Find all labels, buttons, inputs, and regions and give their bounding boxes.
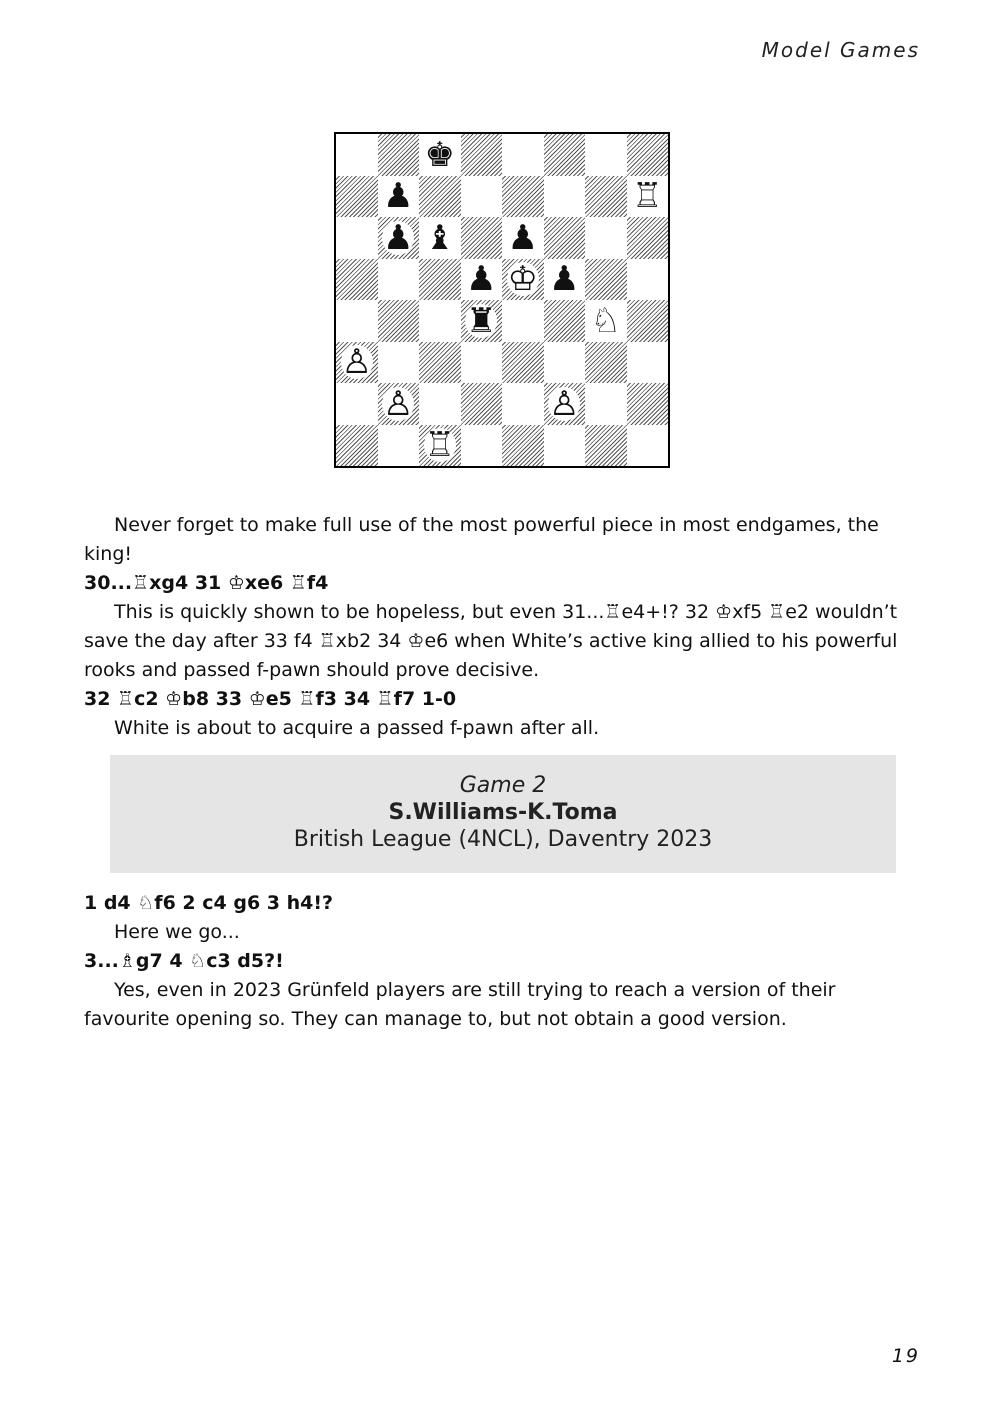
- move-line: 30...♖xg4 31 ♔xe6 ♖f4: [84, 572, 329, 594]
- square-a5: [336, 259, 378, 301]
- running-header: Model Games: [761, 38, 920, 62]
- square-f8: [544, 134, 586, 176]
- page-number: 19: [891, 1345, 920, 1367]
- game-heading-box: [110, 755, 896, 873]
- chess-piece: ♟: [383, 217, 414, 258]
- annotation-block-2: [84, 889, 920, 1034]
- square-c1: [419, 425, 461, 467]
- square-c4: [419, 300, 461, 342]
- chess-piece: ♔: [507, 259, 538, 300]
- square-f3: [544, 342, 586, 384]
- square-b3: [378, 342, 420, 384]
- square-e1: [502, 425, 544, 467]
- square-d3: [461, 342, 503, 384]
- square-h5: [627, 259, 669, 301]
- chess-piece: ♟: [549, 259, 580, 300]
- square-f7: [544, 176, 586, 218]
- square-d6: [461, 217, 503, 259]
- square-b6: [378, 217, 420, 259]
- chess-piece: ♜: [466, 300, 497, 341]
- game-label: Game 2: [459, 773, 547, 798]
- square-g1: [585, 425, 627, 467]
- square-e7: [502, 176, 544, 218]
- square-b2: [378, 383, 420, 425]
- square-c6: [419, 217, 461, 259]
- square-g6: [585, 217, 627, 259]
- move-line: 3...♗g7 4 ♘c3 d5?!: [84, 950, 284, 972]
- square-b5: [378, 259, 420, 301]
- square-h1: [627, 425, 669, 467]
- square-c8: [419, 134, 461, 176]
- move-line: 1 d4 ♘f6 2 c4 g6 3 h4!?: [84, 892, 334, 914]
- square-h8: [627, 134, 669, 176]
- square-a8: [336, 134, 378, 176]
- square-b8: [378, 134, 420, 176]
- square-a6: [336, 217, 378, 259]
- square-a7: [336, 176, 378, 218]
- square-f2: [544, 383, 586, 425]
- square-e8: [502, 134, 544, 176]
- square-f5: [544, 259, 586, 301]
- paragraph: White is about to acquire a passed f-pawn after all.: [114, 717, 600, 739]
- square-b4: [378, 300, 420, 342]
- square-c7: [419, 176, 461, 218]
- square-a2: [336, 383, 378, 425]
- square-g4: [585, 300, 627, 342]
- square-e4: [502, 300, 544, 342]
- chess-piece: ♙: [383, 383, 414, 424]
- square-h6: [627, 217, 669, 259]
- chess-piece: ♟: [383, 176, 414, 217]
- paragraph: Yes, even in 2023 Grünfeld players are still trying to reach a version of their favourite opening so. They can manage to, but not obtain a good version.: [84, 979, 836, 1030]
- square-g5: [585, 259, 627, 301]
- square-e6: [502, 217, 544, 259]
- chess-piece: ♙: [549, 383, 580, 424]
- move-line: 32 ♖c2 ♔b8 33 ♔e5 ♖f3 34 ♖f7 1-0: [84, 688, 457, 710]
- square-d8: [461, 134, 503, 176]
- chess-piece: ♟: [507, 217, 538, 258]
- square-a1: [336, 425, 378, 467]
- chess-piece: ♖: [632, 176, 663, 217]
- square-d4: [461, 300, 503, 342]
- square-f4: [544, 300, 586, 342]
- annotation-block-1: [84, 511, 920, 743]
- square-a4: [336, 300, 378, 342]
- game-event: British League (4NCL), Daventry 2023: [293, 827, 713, 852]
- square-f1: [544, 425, 586, 467]
- paragraph: This is quickly shown to be hopeless, but even 31...♖e4+!? 32 ♔xf5 ♖e2 wouldn’t save the day after 33 f4 ♖xb2 34 ♔e6 when White’s active king allied to his powerful rooks and passed f-pawn should prove decisive.: [84, 601, 898, 681]
- square-d2: [461, 383, 503, 425]
- square-g3: [585, 342, 627, 384]
- chess-diagram: [334, 132, 670, 468]
- paragraph: Never forget to make full use of the most powerful piece in most endgames, the king!: [84, 514, 879, 565]
- chess-piece: ♘: [590, 300, 621, 341]
- square-f6: [544, 217, 586, 259]
- square-h3: [627, 342, 669, 384]
- square-e5: [502, 259, 544, 301]
- game-players: S.Williams-K.Toma: [388, 800, 618, 825]
- square-c2: [419, 383, 461, 425]
- square-g8: [585, 134, 627, 176]
- chess-piece: ♖: [424, 425, 455, 466]
- chess-piece: ♚: [424, 134, 455, 175]
- square-h7: [627, 176, 669, 218]
- square-c5: [419, 259, 461, 301]
- square-g7: [585, 176, 627, 218]
- square-d7: [461, 176, 503, 218]
- square-e2: [502, 383, 544, 425]
- chess-piece: ♙: [341, 342, 372, 383]
- chess-piece: ♟: [466, 259, 497, 300]
- square-a3: [336, 342, 378, 384]
- square-h2: [627, 383, 669, 425]
- square-e3: [502, 342, 544, 384]
- square-b1: [378, 425, 420, 467]
- square-h4: [627, 300, 669, 342]
- chess-piece: ♝: [424, 217, 455, 258]
- square-d5: [461, 259, 503, 301]
- paragraph: Here we go...: [114, 921, 240, 943]
- square-c3: [419, 342, 461, 384]
- square-g2: [585, 383, 627, 425]
- square-d1: [461, 425, 503, 467]
- square-b7: [378, 176, 420, 218]
